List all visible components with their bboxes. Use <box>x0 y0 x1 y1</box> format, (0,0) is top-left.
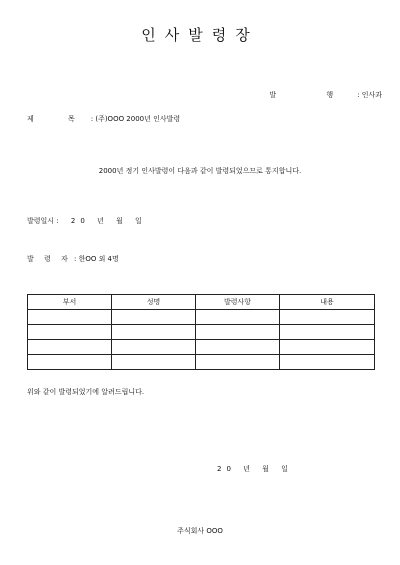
table-cell <box>196 310 280 325</box>
subject-line <box>27 114 180 124</box>
appointee-value: : 한OO 외 4명 <box>73 255 119 263</box>
appointment-date-value: : 20 년 월 일 <box>56 217 147 225</box>
footer-date: 20 년 월 일 <box>217 465 293 473</box>
table-cell <box>112 325 196 340</box>
appointment-table <box>27 294 375 370</box>
table-cell <box>196 325 280 340</box>
table-row <box>28 340 375 355</box>
table-cell <box>196 340 280 355</box>
appointment-date-label: 발령일시 <box>27 217 55 225</box>
issuer-value: : 인사과 <box>357 91 382 99</box>
table-cell <box>28 355 112 370</box>
appointee-line <box>27 254 119 264</box>
appointment-date-line <box>27 216 147 226</box>
table-cell <box>280 340 375 355</box>
notice-text: 2000년 정기 인사발령이 다음과 같이 발령되었으므로 통지합니다. <box>98 167 302 175</box>
table-row <box>28 310 375 325</box>
table-row <box>28 325 375 340</box>
table-cell <box>196 355 280 370</box>
company-name: 주식회사 OOO <box>177 527 223 535</box>
table-cell <box>280 310 375 325</box>
closing-text: 위와 같이 발령되었기에 알려드립니다. <box>27 388 145 396</box>
subject-label: 제 목 <box>27 115 91 123</box>
table-cell <box>28 340 112 355</box>
header-department: 부서 <box>28 295 112 310</box>
table-cell <box>280 325 375 340</box>
table-header-row <box>28 295 375 310</box>
table-cell <box>112 355 196 370</box>
table-cell <box>28 325 112 340</box>
table-cell <box>112 340 196 355</box>
table-row <box>28 355 375 370</box>
issuer-line <box>269 90 382 100</box>
appointee-label: 발 령 자 <box>27 255 72 263</box>
document-title: 인사발령장 <box>141 26 259 44</box>
subject-value: : (주)OOO 2000년 인사발령 <box>90 115 181 123</box>
table-cell <box>112 310 196 325</box>
issuer-label: 발 행 <box>269 91 358 99</box>
header-appointment: 발령사항 <box>196 295 280 310</box>
header-details: 내용 <box>280 295 375 310</box>
table-cell <box>28 310 112 325</box>
header-name: 성명 <box>112 295 196 310</box>
table-cell <box>280 355 375 370</box>
